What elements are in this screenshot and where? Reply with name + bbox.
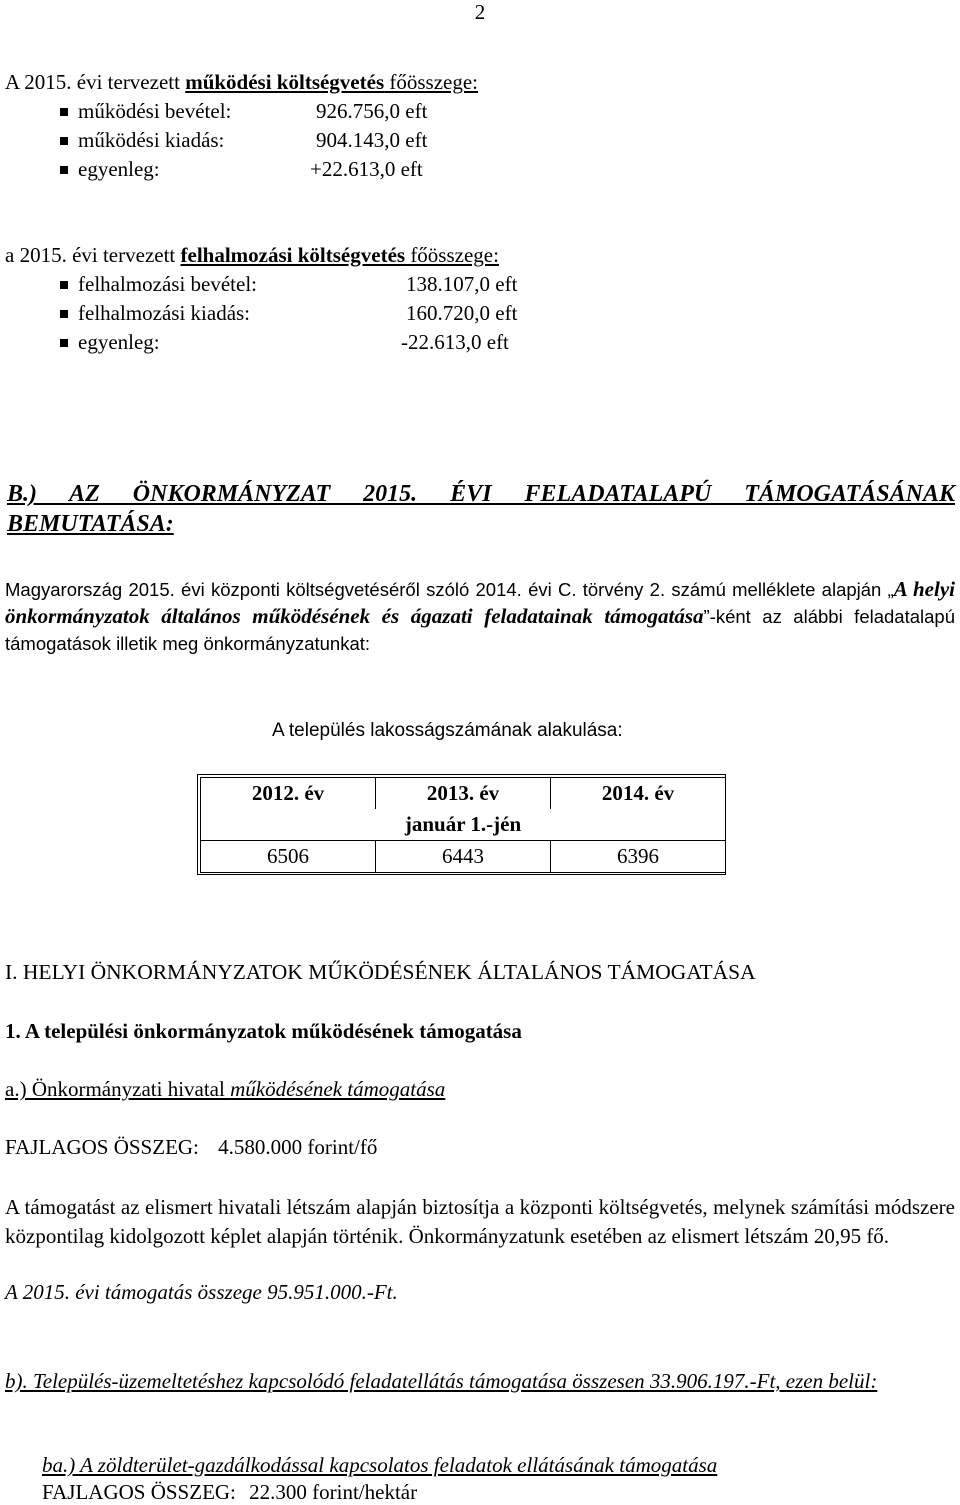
item-label: működési bevétel:	[78, 99, 232, 123]
paragraph-text: Magyarország 2015. évi központi költségvetéséről szóló 2014. évi C. törvény 2. számú melléklete alapján „	[5, 579, 894, 600]
intro-bold-text: működési költségvetés	[185, 70, 385, 94]
item-ba-title: ba.) A zöldterület-gazdálkodással kapcsolatos feladatok ellátásának támogatása	[42, 1453, 718, 1477]
list-item	[78, 328, 509, 357]
item-value: 904.143,0 eft	[316, 128, 428, 152]
list-item	[78, 97, 428, 126]
item-b-title: b). Település-üzemeltetéshez kapcsolódó feladatellátás támogatása összesen 33.906.197.-Ft, ezen belül:	[5, 1369, 878, 1393]
item-label: egyenleg:	[78, 157, 160, 181]
table-row	[201, 809, 726, 841]
capital-budget-intro	[5, 243, 955, 268]
heading-I: I. HELYI ÖNKORMÁNYZATOK MŰKÖDÉSÉNEK ÁLTALÁNOS TÁMOGATÁSA	[5, 960, 756, 984]
unit-label: FAJLAGOS ÖSSZEG:	[42, 1480, 236, 1504]
item-value: 160.720,0 eft	[406, 301, 518, 325]
table-row	[201, 841, 726, 873]
unit-label: FAJLAGOS ÖSSZEG:	[5, 1135, 199, 1159]
item-label: felhalmozási bevétel:	[78, 272, 258, 296]
capital-budget-list	[78, 270, 518, 357]
table-cell: 6443	[376, 841, 551, 873]
item-label: felhalmozási kiadás:	[78, 301, 251, 325]
unit-value: 4.580.000 forint/fő	[218, 1135, 378, 1159]
table-cell: 6396	[551, 841, 726, 873]
operating-budget-list	[78, 97, 428, 184]
paragraph-text: ”-ként az alábbi feladatalapú támogatások illetik meg önkormányzatunkat:	[5, 606, 955, 654]
square-bullet-icon	[60, 310, 68, 318]
population-caption: A település lakosságszámának alakulása:	[272, 720, 623, 741]
table-subheader-cell: január 1.-jén	[201, 809, 726, 841]
list-item	[78, 126, 428, 155]
intro-suffix-text: főösszege:	[405, 243, 499, 267]
item-value: +22.613,0 eft	[310, 157, 423, 181]
paragraph-italic-text: A helyi önkormányzatok általános működésének és ágazati feladatainak támogatása	[5, 577, 955, 628]
heading-1: 1. A települési önkormányzatok működésének támogatása	[5, 1019, 522, 1043]
intro-paragraph	[5, 576, 955, 657]
unit-value: 22.300 forint/hektár	[249, 1480, 418, 1504]
item-value: 926.756,0 eft	[316, 99, 428, 123]
square-bullet-icon	[60, 281, 68, 289]
item-a-total: A 2015. évi támogatás összege 95.951.000.-Ft.	[5, 1280, 398, 1304]
item-a-title	[5, 1077, 955, 1102]
item-a-title-italic: működésének támogatása	[230, 1077, 446, 1101]
square-bullet-icon	[60, 339, 68, 347]
list-item	[78, 270, 518, 299]
item-value: -22.613,0 eft	[401, 330, 509, 354]
table-header-cell: 2013. év	[376, 778, 551, 810]
table-header-cell: 2014. év	[551, 778, 726, 810]
item-ba-unit	[42, 1480, 417, 1505]
item-value: 138.107,0 eft	[406, 272, 518, 296]
table-row	[201, 778, 726, 810]
intro-text: A 2015. évi tervezett	[5, 70, 186, 94]
population-table	[200, 777, 726, 873]
table-cell: 6506	[201, 841, 376, 873]
page-number: 2	[474, 0, 486, 24]
item-label: működési kiadás:	[78, 128, 225, 152]
table-header-cell: 2012. év	[201, 778, 376, 810]
list-item	[78, 299, 518, 328]
item-label: egyenleg:	[78, 330, 160, 354]
intro-bold-text: felhalmozási költségvetés	[180, 243, 406, 267]
square-bullet-icon	[60, 108, 68, 116]
item-a-unit	[5, 1135, 955, 1160]
section-b-title: B.) AZ ÖNKORMÁNYZAT 2015. ÉVI FELADATALAPÚ TÁMOGATÁSÁNAK BEMUTATÁSA:	[7, 481, 955, 537]
intro-suffix-text: főösszege:	[384, 70, 479, 94]
item-a-paragraph: A támogatást az elismert hivatali létszám alapján biztosítja a központi költségvetés, melynek számítási módszere központilag kidolgozott képlet alapján történik. Önkormányzatunk esetében az elismert létszám 20,95 fő.	[5, 1195, 955, 1248]
square-bullet-icon	[60, 166, 68, 174]
list-item	[78, 155, 423, 184]
item-a-title-text: a.) Önkormányzati hivatal	[5, 1077, 231, 1101]
square-bullet-icon	[60, 137, 68, 145]
operating-budget-intro	[5, 70, 955, 95]
intro-text: a 2015. évi tervezett	[5, 243, 181, 267]
